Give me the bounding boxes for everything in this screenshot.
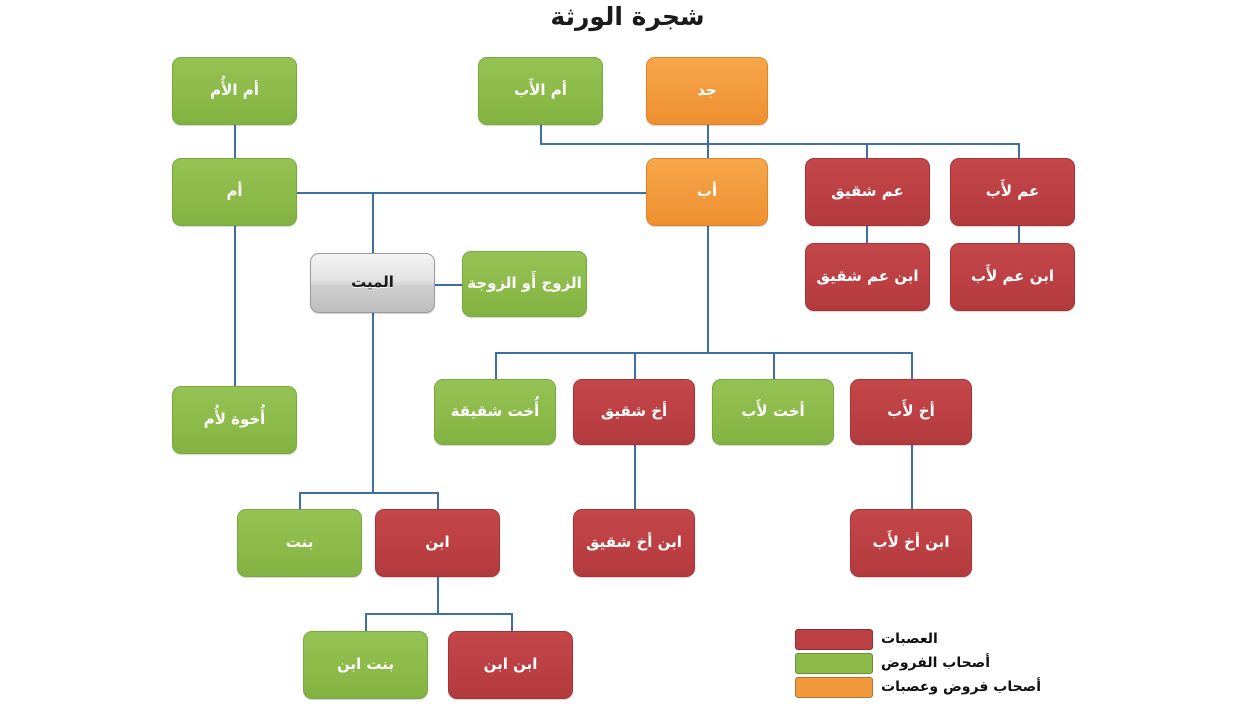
connector-line: [911, 352, 913, 380]
connector-line: [707, 226, 709, 353]
page-title: شجرة الورثة: [550, 2, 705, 31]
connector-line: [435, 284, 463, 286]
legend-row: [795, 652, 1075, 674]
node-label: أم: [226, 182, 243, 201]
node-label: جد: [697, 81, 717, 100]
connector-line: [866, 226, 868, 244]
node-ibn_amm_shaqiq[interactable]: [805, 243, 930, 311]
legend-swatch-red: [795, 629, 873, 650]
node-ibn[interactable]: [375, 509, 500, 577]
legend-label: أصحاب فروض وعصبات: [881, 679, 1042, 695]
legend-label: أصحاب الفروض: [881, 655, 990, 671]
node-label: الميت: [351, 273, 394, 292]
connector-line: [1018, 226, 1020, 244]
node-label: ابن أخ لأَب: [872, 533, 950, 552]
connector-line: [234, 125, 236, 159]
connector-line: [540, 125, 542, 144]
node-ibn_ibn[interactable]: [448, 631, 573, 699]
node-label: بنت ابن: [336, 655, 395, 674]
node-ukht_li_ab[interactable]: [712, 379, 834, 445]
node-label: أُخوة لأُم: [203, 410, 266, 429]
connector-line: [773, 352, 775, 380]
legend-row: [795, 676, 1075, 698]
connector-line: [511, 613, 513, 632]
connector-line: [437, 577, 439, 613]
node-umm[interactable]: [172, 158, 297, 226]
node-jadd[interactable]: [646, 57, 768, 125]
connector-line: [866, 143, 868, 159]
connector-line: [707, 125, 709, 159]
node-amm_li_ab[interactable]: [950, 158, 1075, 226]
node-bint[interactable]: [237, 509, 362, 577]
connector-line: [1018, 143, 1020, 159]
connector-line: [365, 613, 367, 632]
node-label: الزوج أَو الزوجة: [467, 274, 582, 293]
connector-line: [495, 352, 497, 380]
node-label: ابن عم لأَب: [971, 267, 1054, 286]
legend-row: [795, 628, 1075, 650]
node-ikhwa_li_umm[interactable]: [172, 386, 297, 454]
node-label: عم لأَب: [985, 182, 1040, 201]
node-amm_shaqiq[interactable]: [805, 158, 930, 226]
connector-line: [634, 352, 636, 380]
connector-line: [365, 613, 511, 615]
node-bint_ibn[interactable]: [303, 631, 428, 699]
node-label: أُخت شقيقة: [450, 402, 540, 421]
node-ibn_akh_shaqiq[interactable]: [573, 509, 695, 577]
connector-line: [437, 492, 439, 510]
connector-line: [495, 352, 912, 354]
node-umm_al_umm[interactable]: [172, 57, 297, 125]
node-label: أب: [696, 182, 718, 201]
legend-swatch-green: [795, 653, 873, 674]
connector-line: [299, 492, 301, 510]
node-akh_li_ab[interactable]: [850, 379, 972, 445]
node-zawj_zawja[interactable]: [462, 251, 587, 317]
node-ab[interactable]: [646, 158, 768, 226]
node-mayyit[interactable]: [310, 253, 435, 313]
legend-swatch-orange: [795, 677, 873, 698]
node-label: أخت لأَب: [741, 402, 805, 421]
node-label: ابن عم شقيق: [816, 267, 919, 286]
node-label: أخ شقيق: [600, 402, 668, 421]
node-ibn_akh_li_ab[interactable]: [850, 509, 972, 577]
connector-line: [634, 445, 636, 510]
node-ibn_amm_li_ab[interactable]: [950, 243, 1075, 311]
connector-line: [372, 192, 374, 254]
node-label: عم شقيق: [831, 182, 904, 201]
node-label: أم الأُم: [210, 81, 259, 100]
connector-line: [911, 445, 913, 510]
node-label: أخ لأَب: [887, 402, 935, 421]
connector-line: [234, 226, 236, 386]
node-label: ابن ابن: [483, 655, 538, 674]
connector-line: [372, 313, 374, 493]
node-label: ابن: [425, 533, 450, 552]
node-umm_al_ab[interactable]: [478, 57, 603, 125]
node-label: بنت: [285, 533, 314, 552]
node-ukht_shaqiqa[interactable]: [434, 379, 556, 445]
node-label: أم الأَب: [514, 81, 567, 100]
node-akh_shaqiq[interactable]: [573, 379, 695, 445]
node-label: ابن أخ شقيق: [586, 533, 682, 552]
legend: [795, 628, 1075, 700]
legend-label: العصبات: [881, 631, 938, 647]
connector-line: [540, 143, 1020, 145]
connector-line: [299, 492, 438, 494]
